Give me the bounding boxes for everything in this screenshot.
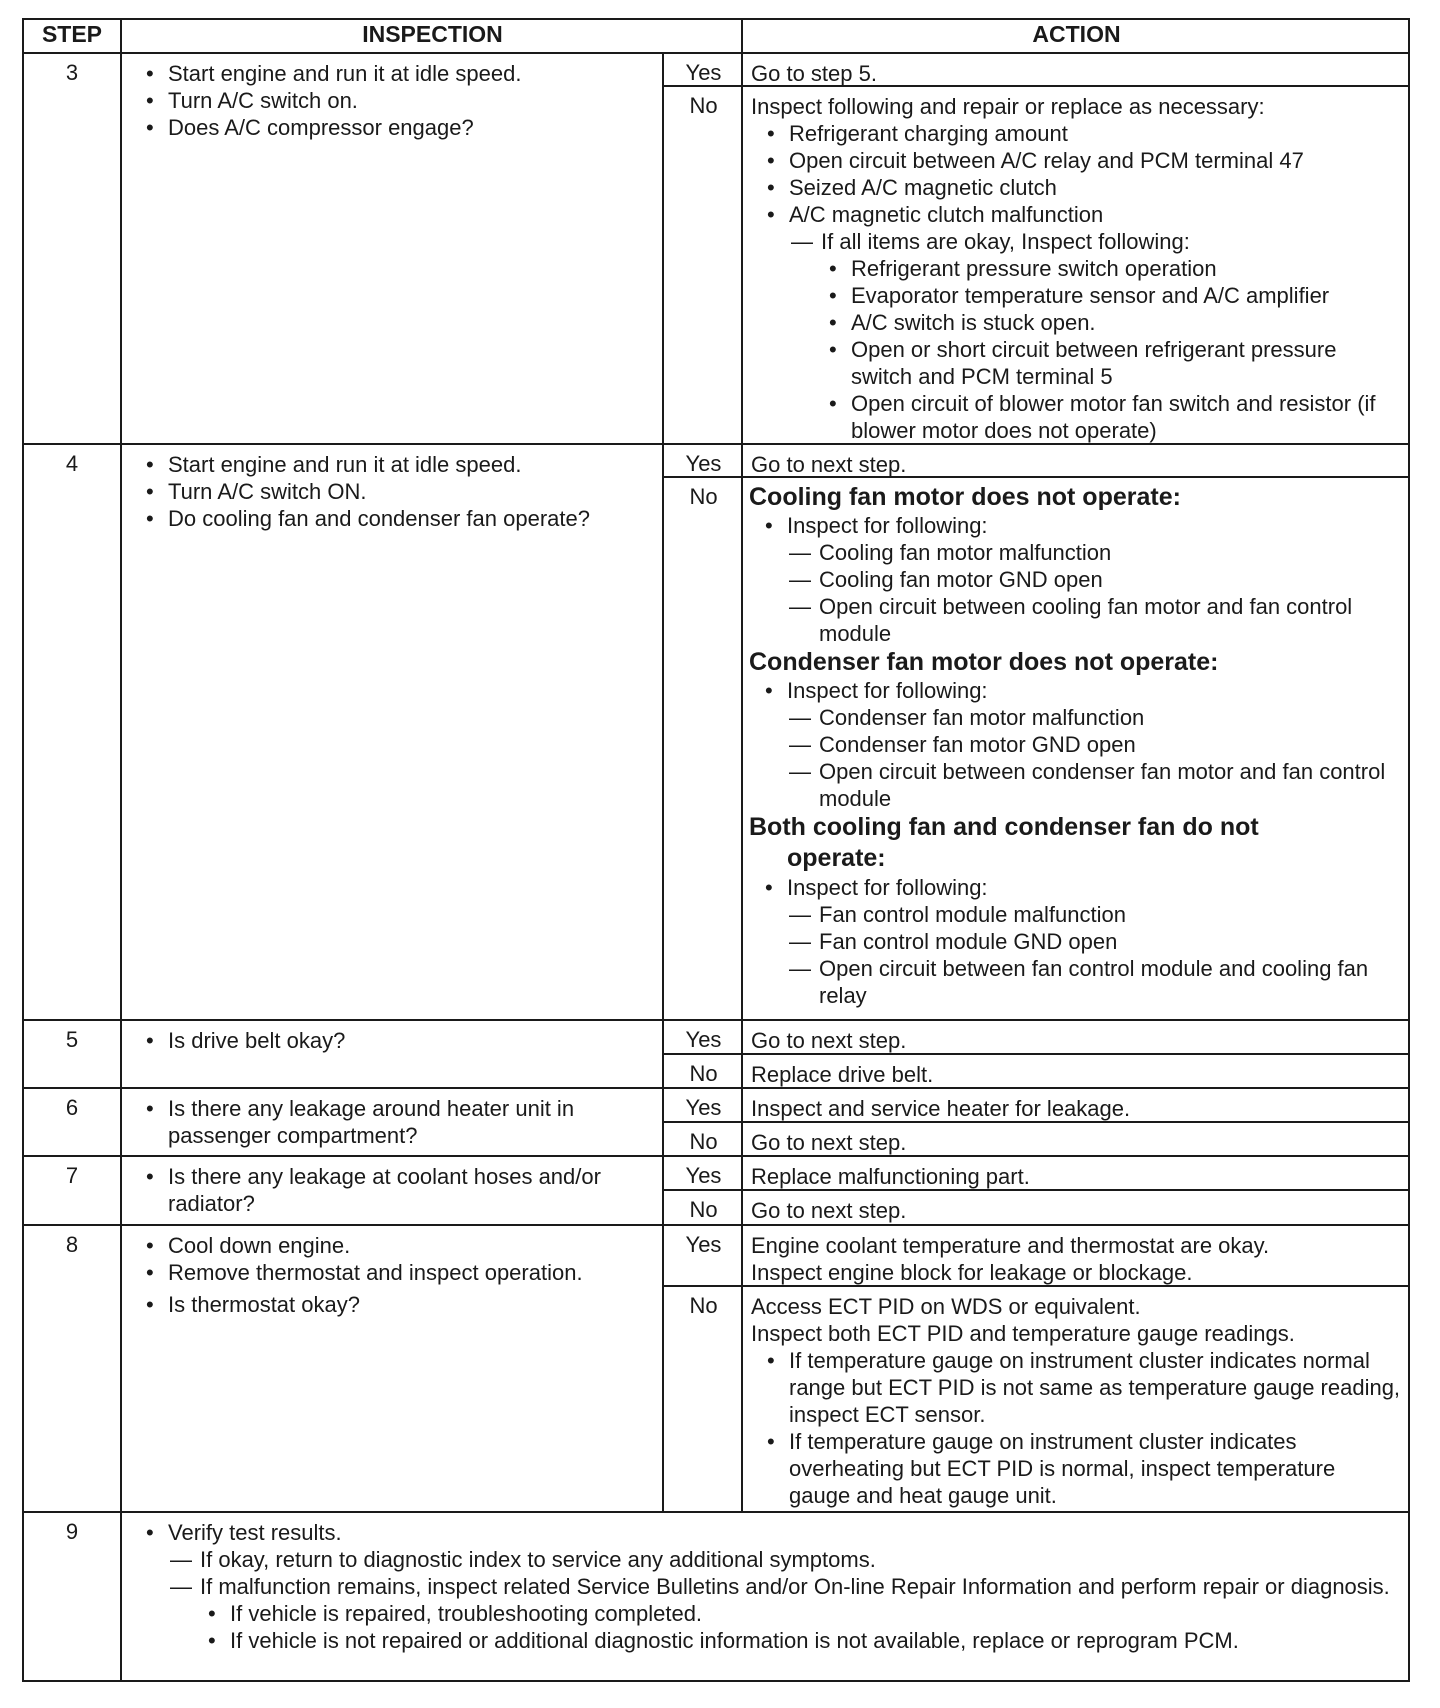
list-item: • If vehicle is not repaired or additional diagnostic information is not available, replace or reprogram PCM. (200, 1627, 1402, 1654)
list-item: • If vehicle is repaired, troubleshooting completed. (200, 1600, 1402, 1627)
list-item: • A/C switch is stuck open. (821, 309, 1402, 336)
list-item: • Inspect for following: (757, 677, 1402, 704)
step-7-no-action: Go to next step. (741, 1189, 1410, 1226)
step-3-inspection (120, 52, 664, 445)
step-8-no-label: No (662, 1285, 743, 1513)
list-item: • Start engine and run it at idle speed. (138, 60, 656, 87)
list-item: — If malfunction remains, inspect related Service Bulletins and/or On-line Repair Information and perform repair or diagnosis. (170, 1573, 1402, 1600)
list-item: • Is thermostat okay? (138, 1291, 656, 1318)
step-5-no-action: Replace drive belt. (741, 1053, 1410, 1089)
list-item: • Remove thermostat and inspect operation. (138, 1259, 656, 1286)
step-7-no-label: No (662, 1189, 743, 1226)
no-intro: Inspect following and repair or replace as necessary: (751, 94, 1265, 119)
step-4-number: 4 (22, 443, 122, 1021)
header-inspection: INSPECTION (120, 18, 743, 54)
step-3-yes-label: Yes (662, 52, 743, 87)
group-heading-cont: operate: (787, 844, 886, 872)
step-6-yes-action: Inspect and service heater for leakage. (741, 1087, 1410, 1123)
step-7-number: 7 (22, 1155, 122, 1226)
step-4-no-label: No (662, 476, 743, 1021)
step-6-yes-label: Yes (662, 1087, 743, 1123)
list-item: • Seized A/C magnetic clutch (759, 174, 1402, 201)
step-5-inspection (120, 1019, 664, 1089)
step-7-inspection (120, 1155, 664, 1226)
header-action: ACTION (741, 18, 1410, 54)
group-heading: Condenser fan motor does not operate: (749, 648, 1219, 676)
group-heading: Cooling fan motor does not operate: (749, 483, 1181, 511)
list-item: — Open circuit between condenser fan motor and fan control module (789, 758, 1402, 812)
list-item: • A/C magnetic clutch malfunction (759, 201, 1402, 228)
step-5-number: 5 (22, 1019, 122, 1089)
list-item: • Is there any leakage at coolant hoses and/or radiator? (138, 1163, 656, 1217)
step-4-inspection (120, 443, 664, 1021)
yes-line: Inspect engine block for leakage or blockage. (751, 1260, 1193, 1285)
step-3-no-label: No (662, 85, 743, 445)
list-item: • Does A/C compressor engage? (138, 114, 656, 141)
step-8-yes-label: Yes (662, 1224, 743, 1287)
list-item: • Start engine and run it at idle speed. (138, 451, 656, 478)
header-step: STEP (41, 21, 103, 47)
list-item: • Open circuit between A/C relay and PCM terminal 47 (759, 147, 1402, 174)
step-8-yes-action (741, 1224, 1410, 1287)
step-6-no-action: Go to next step. (741, 1121, 1410, 1157)
step-7-yes-label: Yes (662, 1155, 743, 1191)
list-item: • Evaporator temperature sensor and A/C amplifier (821, 282, 1402, 309)
list-item: • If temperature gauge on instrument cluster indicates overheating but ECT PID is normal, inspect temperature gauge and heat gauge unit. (759, 1428, 1402, 1509)
step-5-yes-action: Go to next step. (741, 1019, 1410, 1055)
list-item: • Open or short circuit between refrigerant pressure switch and PCM terminal 5 (821, 336, 1402, 390)
step-4-yes-label: Yes (662, 443, 743, 478)
list-item: • Verify test results. (138, 1519, 1402, 1546)
list-item: — Open circuit between fan control module and cooling fan relay (789, 955, 1402, 1009)
list-item: — Open circuit between cooling fan motor and fan control module (789, 593, 1402, 647)
list-item: • Inspect for following: (757, 512, 1402, 539)
step-3-number: 3 (22, 52, 122, 445)
list-item: — Fan control module malfunction (789, 901, 1402, 928)
list-item: • If temperature gauge on instrument cluster indicates normal range but ECT PID is not same as temperature gauge reading, inspect ECT sensor. (759, 1347, 1402, 1428)
list-item: • Cool down engine. (138, 1232, 656, 1259)
step-4-no-action (741, 476, 1410, 1021)
list-item: • Do cooling fan and condenser fan operate? (138, 505, 656, 532)
step-6-no-label: No (662, 1121, 743, 1157)
list-item: • Inspect for following: (757, 874, 1402, 901)
list-item: • Turn A/C switch on. (138, 87, 656, 114)
list-item: • Is drive belt okay? (138, 1027, 656, 1054)
list-item: — Cooling fan motor GND open (789, 566, 1402, 593)
list-item: • Is there any leakage around heater unit in passenger compartment? (138, 1095, 656, 1149)
step-8-inspection (120, 1224, 664, 1513)
list-item: • Refrigerant charging amount (759, 120, 1402, 147)
no-line: Inspect both ECT PID and temperature gauge readings. (751, 1321, 1295, 1346)
list-item: — Condenser fan motor malfunction (789, 704, 1402, 731)
step-5-yes-label: Yes (662, 1019, 743, 1055)
step-6-number: 6 (22, 1087, 122, 1157)
list-item: — Cooling fan motor malfunction (789, 539, 1402, 566)
step-8-no-action (741, 1285, 1410, 1513)
step-5-no-label: No (662, 1053, 743, 1089)
step-4-yes-action: Go to next step. (741, 443, 1410, 478)
step-9-number: 9 (22, 1511, 122, 1682)
list-item: — If all items are okay, Inspect following: (791, 228, 1402, 255)
step-9-content (120, 1511, 1410, 1682)
step-3-yes-action: Go to step 5. (741, 52, 1410, 87)
step-6-inspection (120, 1087, 664, 1157)
step-8-number: 8 (22, 1224, 122, 1513)
list-item: • Turn A/C switch ON. (138, 478, 656, 505)
step-7-yes-action: Replace malfunctioning part. (741, 1155, 1410, 1191)
step-3-no-action (741, 85, 1410, 445)
list-item: — Condenser fan motor GND open (789, 731, 1402, 758)
group-heading: Both cooling fan and condenser fan do not (749, 813, 1259, 841)
list-item: • Refrigerant pressure switch operation (821, 255, 1402, 282)
list-item: • Open circuit of blower motor fan switch and resistor (if blower motor does not operate) (821, 390, 1402, 444)
yes-line: Engine coolant temperature and thermostat are okay. (751, 1233, 1270, 1258)
list-item: — If okay, return to diagnostic index to service any additional symptoms. (170, 1546, 1402, 1573)
list-item: — Fan control module GND open (789, 928, 1402, 955)
no-line: Access ECT PID on WDS or equivalent. (751, 1294, 1141, 1319)
